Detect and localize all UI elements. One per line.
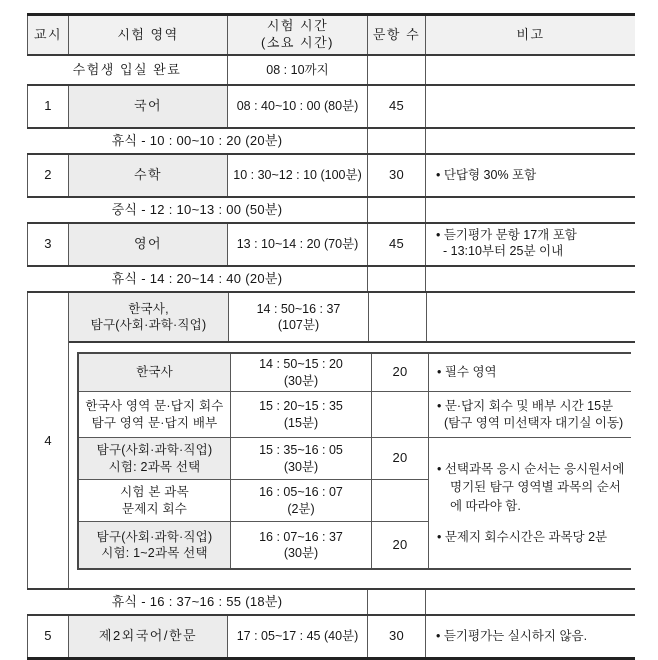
sub5-questions: 20	[371, 522, 428, 568]
lunch-questions-empty	[367, 198, 425, 222]
sub3-questions: 20	[371, 438, 428, 480]
sub2-time-line2: (15분)	[283, 415, 319, 430]
sub1-time	[230, 354, 371, 392]
period-3-note-line1: • 듣기평가 문항 17개 포함	[436, 228, 577, 242]
sub3-time	[230, 438, 371, 480]
period-2-number: 2	[27, 155, 68, 196]
period-5-questions: 30	[367, 616, 425, 657]
break-2-questions-empty	[367, 267, 425, 291]
period-3-number: 3	[27, 224, 68, 265]
sub4-time-line2: (2분)	[287, 501, 315, 516]
break-2-row	[27, 267, 635, 293]
period-4-overview-time-line1: 14 : 50~16 : 37	[256, 301, 341, 316]
period-1-number: 1	[27, 86, 68, 127]
sub1-time-line1: 14 : 50~15 : 20	[259, 357, 343, 372]
sub2-note-line1: • 문·답지 회수 및 배부 시간 15분	[437, 399, 614, 414]
sub3-subject-line1: 탐구(사회·과학·직업)	[96, 443, 213, 458]
merged-note-line1: • 선택과목 응시 순서는 응시원서에 명기된 탐구 영역별 과목의 순서에 따라야 함.	[437, 462, 625, 513]
sub5-time	[230, 522, 371, 568]
period-4-overview-time	[228, 293, 368, 341]
period-4-overview-note-empty	[426, 293, 636, 341]
period-4-section	[27, 293, 635, 590]
sub2-time-line1: 15 : 20~15 : 35	[259, 399, 343, 414]
period-1-time: 08 : 40~10 : 00 (80분)	[227, 86, 367, 127]
period-3-subject: 영어	[68, 224, 227, 265]
sub5-time-line2: (30분)	[283, 546, 319, 560]
period-2-subject: 수학	[68, 155, 227, 196]
period-4-subtable-wrap	[69, 343, 635, 588]
period-4-overview-subject-line2: 탐구(사회·과학·직업)	[90, 318, 207, 332]
period-3-questions: 45	[367, 224, 425, 265]
break-1-questions-empty	[367, 129, 425, 153]
period-3-row	[27, 224, 635, 267]
break-1-note-empty	[425, 129, 635, 153]
break-3-row	[27, 590, 635, 616]
entry-note-empty	[425, 56, 635, 84]
break-3-label: 휴식 - 16 : 37~16 : 55 (18분)	[111, 593, 283, 609]
period-4-overview-subject-line1: 한국사,	[128, 301, 169, 316]
sub5-time-line1: 16 : 07~16 : 37	[259, 529, 343, 544]
sub4-subject-line1: 시험 본 과목	[120, 485, 189, 500]
sub3-5-merged-note	[428, 438, 631, 568]
header-time-line2: (소요 시간)	[260, 35, 334, 50]
sub3-time-line1: 15 : 35~16 : 05	[259, 443, 343, 458]
sub3-subject	[79, 438, 230, 480]
period-1-note-empty	[425, 86, 635, 127]
period-4-overview-subject	[69, 293, 228, 341]
sub4-time	[230, 480, 371, 522]
break-3-questions-empty	[367, 590, 425, 614]
sub5-subject-line1: 탐구(사회·과학·직업)	[96, 529, 213, 544]
lunch-note-empty	[425, 198, 635, 222]
sub2-time	[230, 392, 371, 438]
lunch-row	[27, 198, 635, 224]
period-2-note: • 단답형 30% 포함	[425, 155, 635, 196]
entry-complete-time: 08 : 10까지	[227, 56, 367, 84]
sub3-time-line2: (30분)	[283, 459, 319, 474]
period-2-row	[27, 155, 635, 198]
period-4-number: 4	[27, 293, 68, 588]
period-1-row	[27, 86, 635, 129]
header-note: 비고	[425, 16, 635, 54]
period-1-subject: 국어	[68, 86, 227, 127]
sub2-note	[428, 392, 631, 438]
break-2-note-empty	[425, 267, 635, 291]
sub4-questions-empty	[371, 480, 428, 522]
sub1-subject: 한국사	[79, 354, 230, 392]
sub3-subject-line2: 시험: 2과목 선택	[108, 459, 201, 474]
header-time	[227, 16, 367, 54]
entry-complete-row	[27, 56, 635, 86]
period-5-number: 5	[27, 616, 68, 657]
break-1-label: 휴식 - 10 : 00~10 : 20 (20분)	[111, 132, 283, 148]
sub2-questions-empty	[371, 392, 428, 438]
merged-note-line2: • 문제지 회수시간은 과목당 2분	[437, 529, 608, 544]
period-5-subject: 제2외국어/한문	[68, 616, 227, 657]
entry-complete-label: 수험생 입실 완료	[72, 61, 182, 77]
table-header-row	[27, 16, 635, 56]
period-4-content	[68, 293, 635, 588]
header-questions: 문항 수	[367, 16, 425, 54]
sub1-questions: 20	[371, 354, 428, 392]
sub4-subject	[79, 480, 230, 522]
sub1-note: • 필수 영역	[428, 354, 631, 392]
period-4-subtable	[77, 352, 631, 570]
exam-schedule-table	[27, 13, 635, 660]
period-5-note: • 듣기평가는 실시하지 않음.	[425, 616, 635, 657]
period-5-time: 17 : 05~17 : 45 (40분)	[227, 616, 367, 657]
break-1-row	[27, 129, 635, 155]
period-3-time: 13 : 10~14 : 20 (70분)	[227, 224, 367, 265]
sub5-subject	[79, 522, 230, 568]
header-subject: 시험 영역	[68, 16, 227, 54]
sub2-note-line2: (탐구 영역 미선택자 대기실 이동)	[444, 415, 624, 430]
period-3-note	[425, 224, 635, 265]
sub1-time-line2: (30분)	[283, 373, 319, 388]
sub2-subject	[79, 392, 230, 438]
period-4-overview-questions-empty	[368, 293, 426, 341]
sub4-time-line1: 16 : 05~16 : 07	[259, 485, 343, 500]
header-period: 교시	[27, 16, 68, 54]
break-2-label: 휴식 - 14 : 20~14 : 40 (20분)	[111, 270, 283, 286]
period-4-overview-row	[69, 293, 635, 343]
entry-questions-empty	[367, 56, 425, 84]
period-3-note-line2: - 13:10부터 25분 이내	[443, 244, 564, 259]
period-2-questions: 30	[367, 155, 425, 196]
lunch-label: 중식 - 12 : 10~13 : 00 (50분)	[111, 201, 283, 217]
break-3-note-empty	[425, 590, 635, 614]
period-4-overview-time-line2: (107분)	[277, 318, 320, 332]
sub2-subject-line1: 한국사 영역 문·답지 회수	[85, 399, 224, 414]
header-time-line1: 시험 시간	[266, 18, 329, 34]
sub2-subject-line2: 탐구 영역 문·답지 배부	[91, 415, 218, 430]
sub4-subject-line2: 문제지 회수	[121, 501, 188, 516]
period-2-time: 10 : 30~12 : 10 (100분)	[227, 155, 367, 196]
period-1-questions: 45	[367, 86, 425, 127]
sub5-subject-line2: 시험: 1~2과목 선택	[101, 546, 208, 560]
period-5-row	[27, 616, 635, 657]
